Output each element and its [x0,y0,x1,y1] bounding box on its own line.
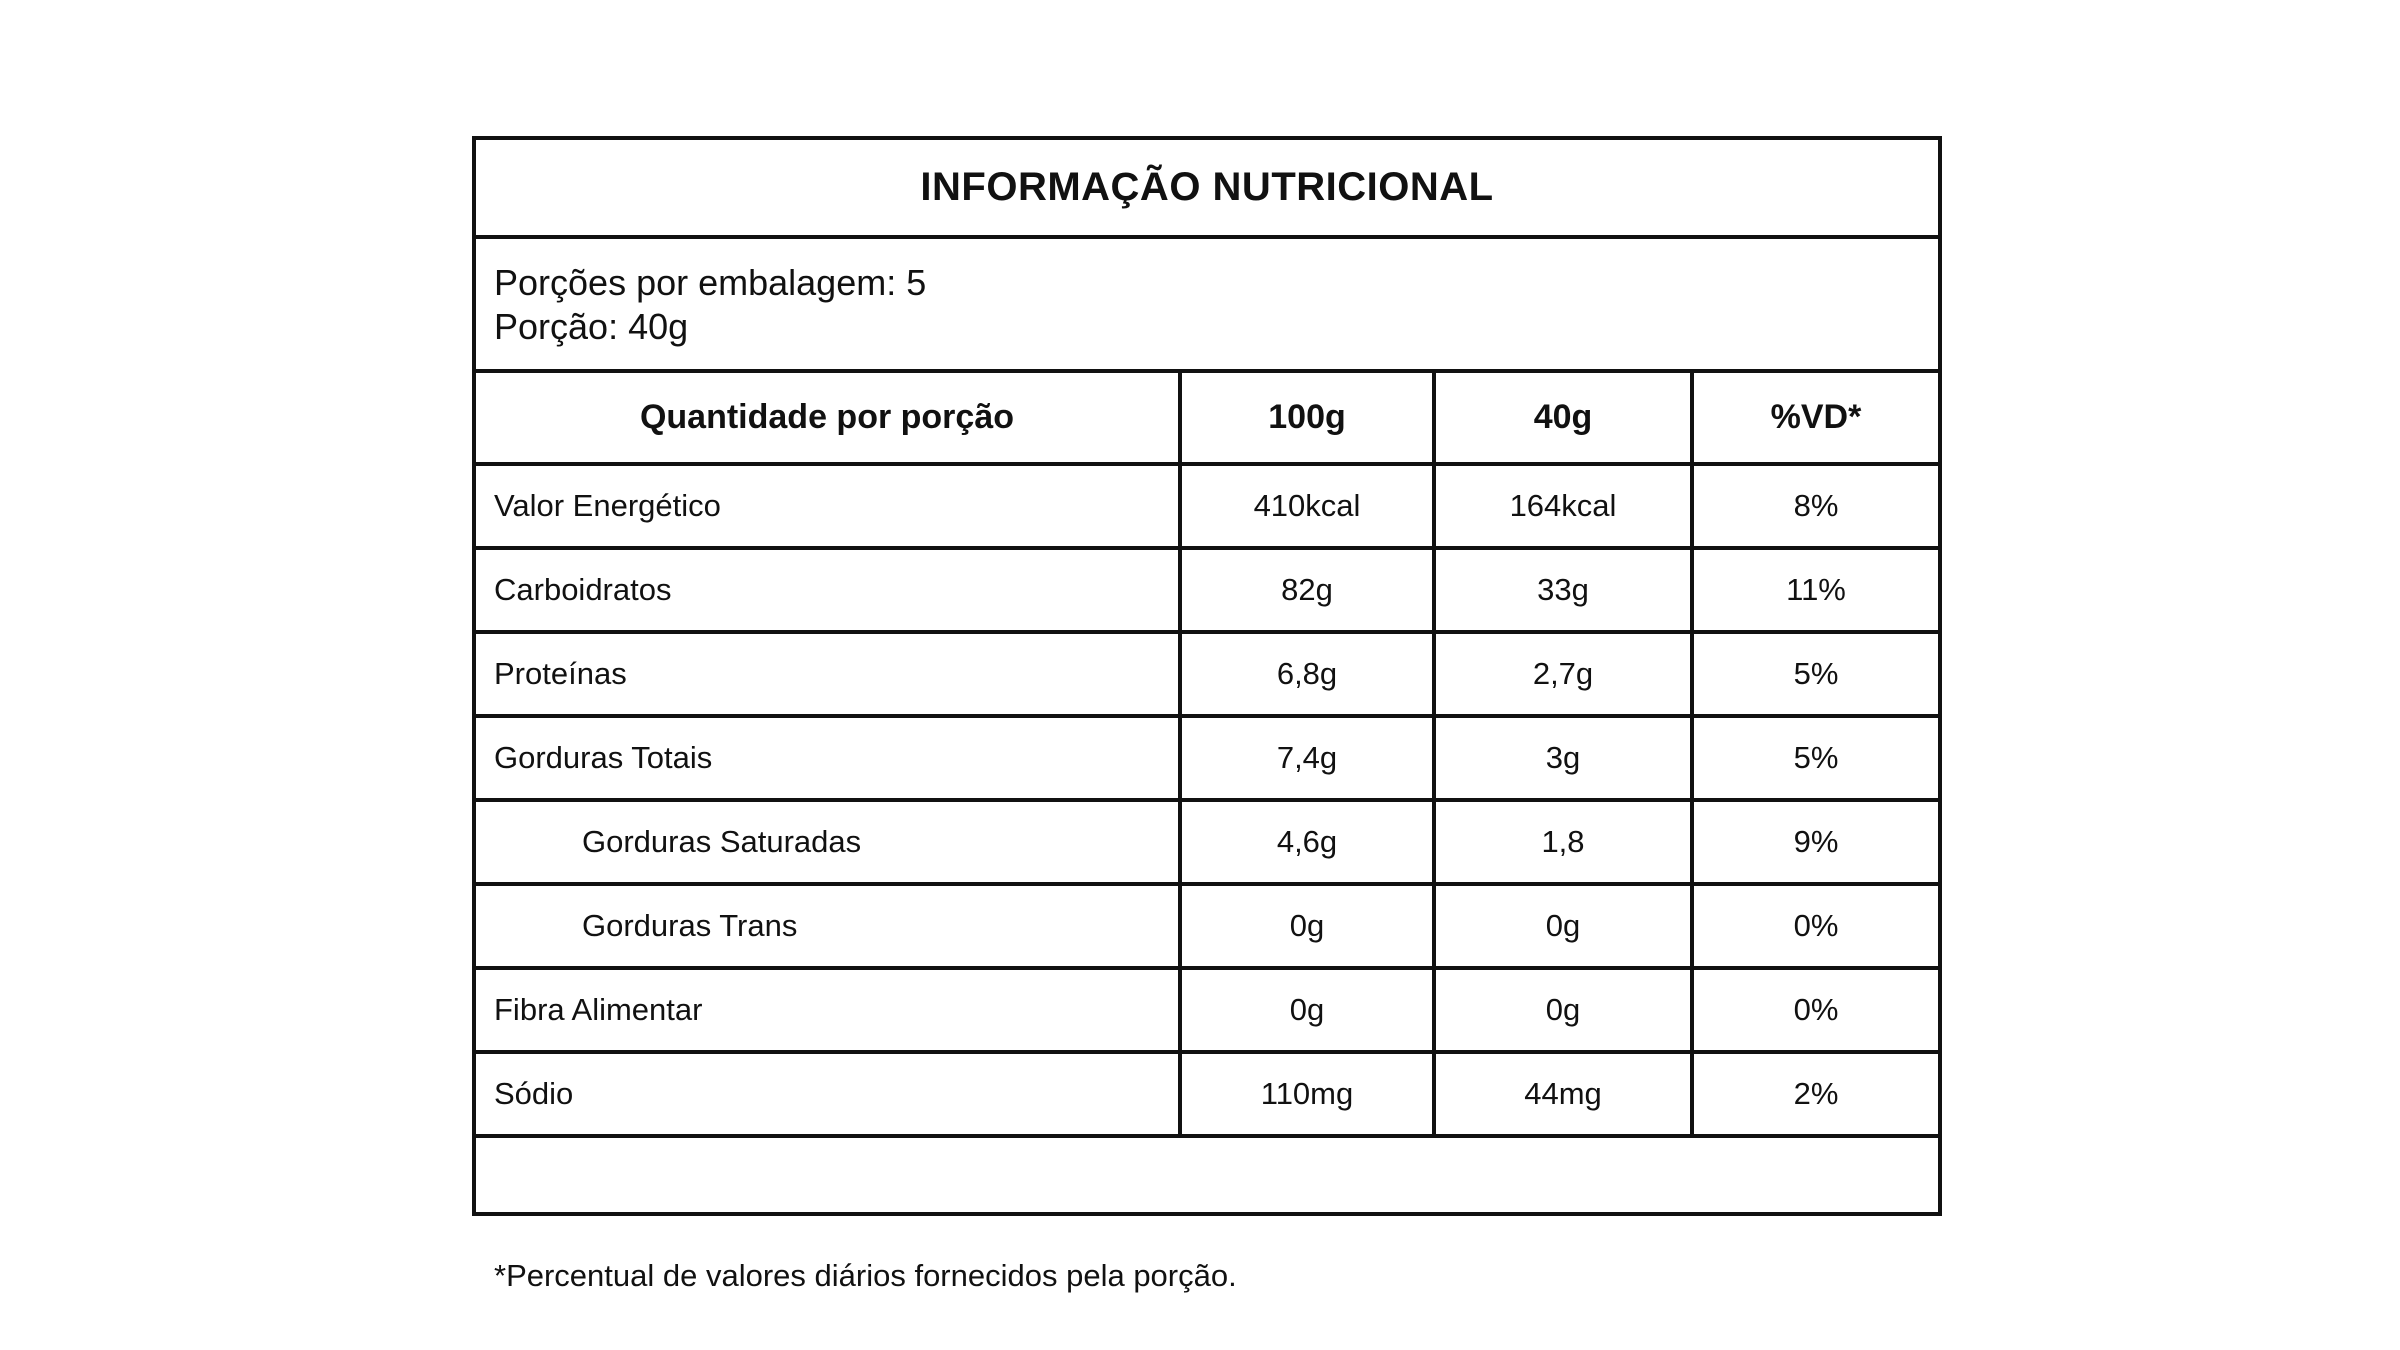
value-100g: 410kcal [1180,464,1434,548]
nutrient-name: Gorduras Trans [476,884,1180,968]
table-row [476,464,1938,548]
value-vd: 5% [1692,716,1938,800]
nutrition-label [472,136,1942,1293]
value-100g: 7,4g [1180,716,1434,800]
value-100g: 6,8g [1180,632,1434,716]
value-vd: 0% [1692,884,1938,968]
value-40g: 0g [1434,968,1692,1052]
value-100g: 110mg [1180,1052,1434,1136]
table-header-row [476,373,1938,464]
value-100g: 0g [1180,884,1434,968]
serving-info [476,239,1938,373]
value-40g: 1,8 [1434,800,1692,884]
table-row [476,716,1938,800]
value-vd: 5% [1692,632,1938,716]
value-vd: 0% [1692,968,1938,1052]
header-40g: 40g [1434,373,1692,464]
table-row [476,1052,1938,1136]
nutrient-name: Gorduras Totais [476,716,1180,800]
table-row [476,968,1938,1052]
value-40g: 164kcal [1434,464,1692,548]
value-40g: 33g [1434,548,1692,632]
table-row [476,800,1938,884]
value-40g: 3g [1434,716,1692,800]
nutrient-name: Fibra Alimentar [476,968,1180,1052]
nutrient-name: Carboidratos [476,548,1180,632]
footnote: *Percentual de valores diários fornecidos pela porção. [494,1258,1237,1293]
header-vd: %VD* [1692,373,1938,464]
servings-per-package: Porções por embalagem: 5 [494,262,927,303]
header-100g: 100g [1180,373,1434,464]
table-row [476,884,1938,968]
table-row [476,548,1938,632]
nutrient-name: Valor Energético [476,464,1180,548]
value-40g: 2,7g [1434,632,1692,716]
header-quantity: Quantidade por porção [476,373,1180,464]
value-100g: 4,6g [1180,800,1434,884]
nutrient-name: Sódio [476,1052,1180,1136]
table-row [476,632,1938,716]
value-vd: 9% [1692,800,1938,884]
nutrition-table [476,373,1938,1138]
value-vd: 2% [1692,1052,1938,1136]
value-vd: 8% [1692,464,1938,548]
value-vd: 11% [1692,548,1938,632]
nutrient-name: Proteínas [476,632,1180,716]
nutrient-name: Gorduras Saturadas [476,800,1180,884]
value-100g: 82g [1180,548,1434,632]
value-100g: 0g [1180,968,1434,1052]
portion-size: Porção: 40g [494,306,689,347]
label-title: INFORMAÇÃO NUTRICIONAL [476,140,1938,239]
value-40g: 0g [1434,884,1692,968]
value-40g: 44mg [1434,1052,1692,1136]
